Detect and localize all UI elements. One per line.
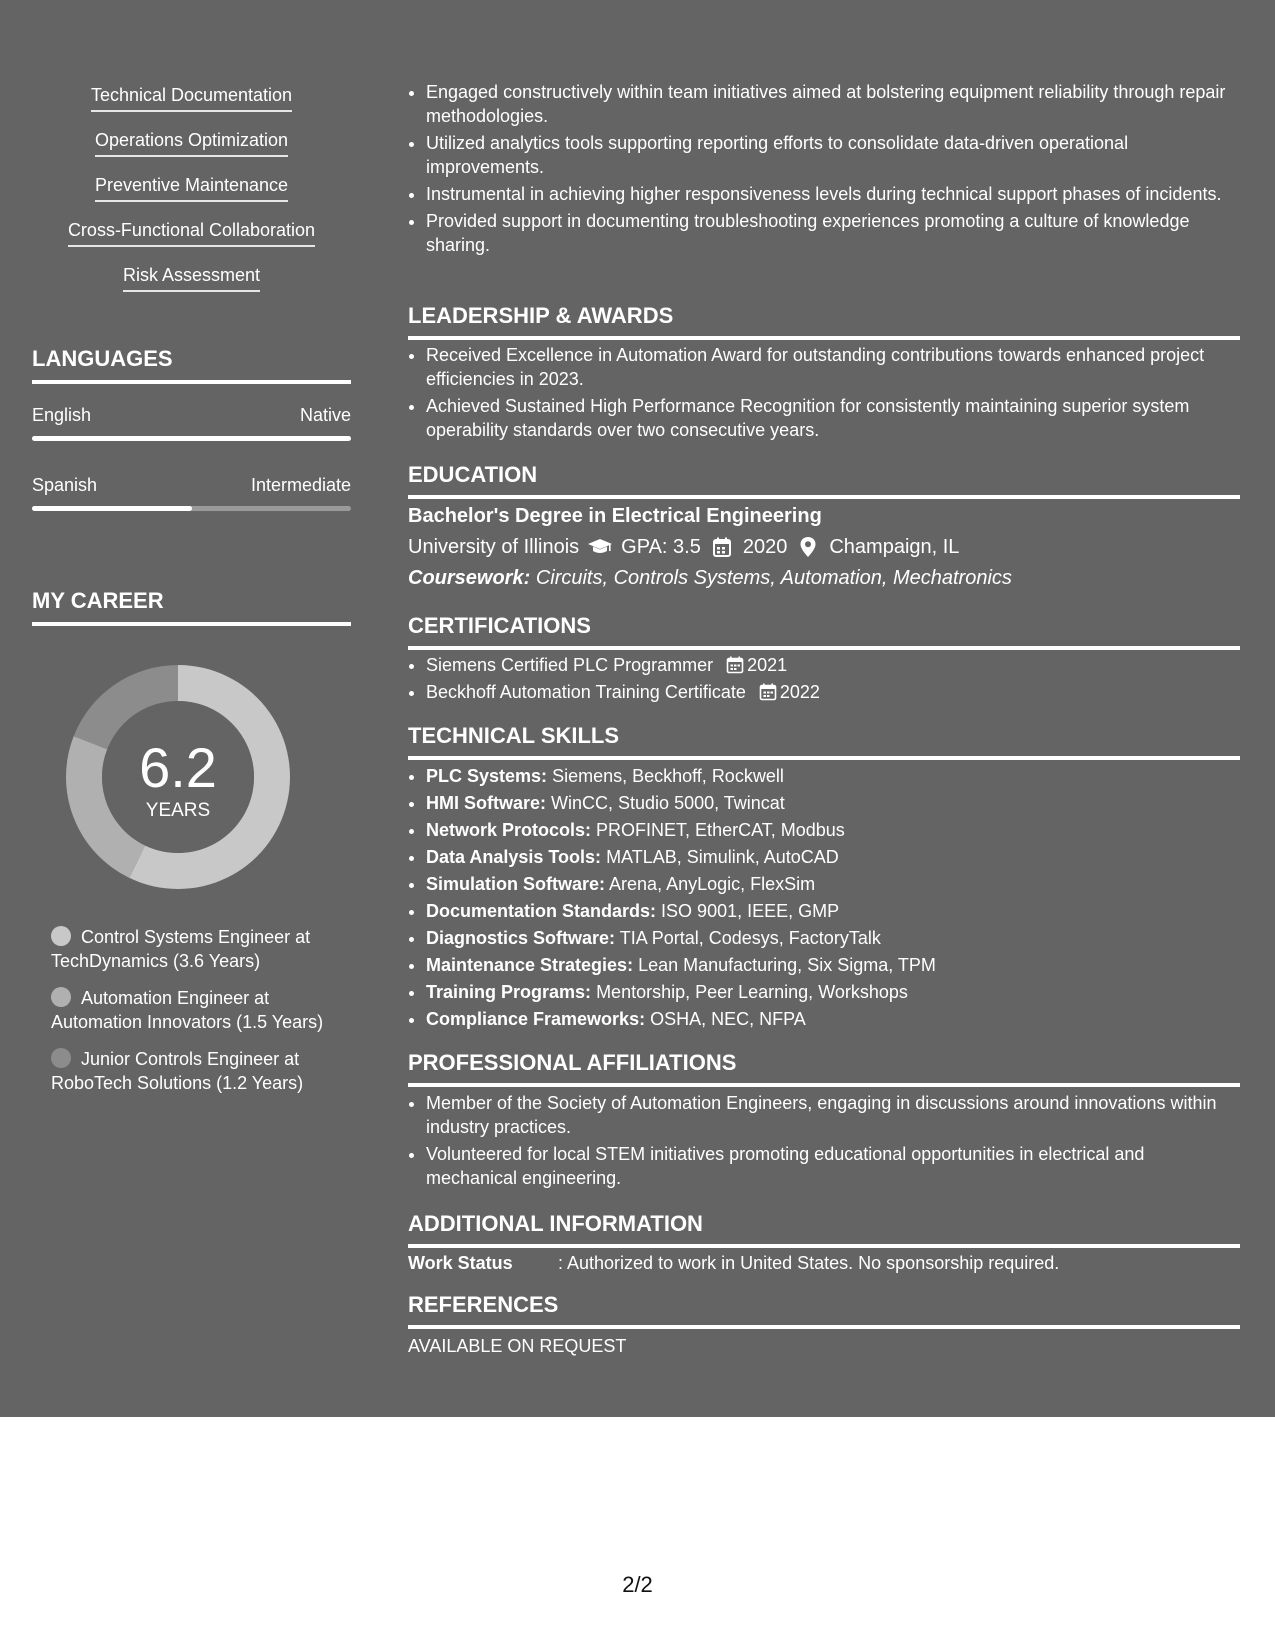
- technical-skill-item: [426, 953, 1240, 977]
- technical-skill-item: [426, 926, 1240, 950]
- career-total-value: 6.2: [139, 736, 217, 799]
- coursework: [408, 565, 1240, 591]
- experience-bullets: [408, 80, 1240, 260]
- experience-bullet: • Provided support in documenting troubleshooting experiences promoting a culture of knowledge sharing.: [426, 209, 1240, 257]
- certification-item: [426, 680, 1240, 704]
- language-level: Native: [299, 405, 351, 425]
- affiliation-item: • Volunteered for local STEM initiatives promoting educational opportunities in electrical and mechanical engineering.: [426, 1142, 1240, 1190]
- page-number: 2/2: [622, 1572, 653, 1597]
- references-heading: REFERENCES: [408, 1292, 1240, 1329]
- references-text: AVAILABLE ON REQUEST: [408, 1336, 627, 1356]
- language-name: English: [32, 405, 92, 425]
- additional-info-heading: ADDITIONAL INFORMATION: [408, 1211, 1240, 1248]
- coursework-value: Circuits, Controls Systems, Automation, Mechatronics: [535, 567, 1012, 589]
- coursework-label: Coursework:: [408, 567, 531, 589]
- career-legend-item: [51, 1047, 341, 1095]
- experience-bullet: • Instrumental in achieving higher responsiveness levels during technical support phases of incidents.: [426, 182, 1240, 206]
- language-bar-track: [32, 436, 351, 441]
- skill-category: Diagnostics Software:: [426, 928, 616, 948]
- career-legend-text: Automation Engineer at Automation Innovators (1.5 Years): [51, 988, 324, 1032]
- education-heading: EDUCATION: [408, 462, 1240, 499]
- skill-label: Preventive Maintenance: [95, 174, 288, 202]
- career-heading: MY CAREER: [32, 588, 351, 626]
- career-total-unit: YEARS: [145, 800, 211, 821]
- leadership-heading: LEADERSHIP & AWARDS: [408, 303, 1240, 340]
- technical-skill-item: [426, 980, 1240, 1004]
- skill-category: Compliance Frameworks:: [426, 1009, 646, 1029]
- skill-values: Mentorship, Peer Learning, Workshops: [596, 982, 908, 1002]
- technical-skill-item: [426, 872, 1240, 896]
- skill-values: ISO 9001, IEEE, GMP: [661, 901, 840, 921]
- work-status-label: Work Status: [408, 1253, 513, 1273]
- map-pin-icon: [795, 536, 821, 558]
- skill-values: WinCC, Studio 5000, Twincat: [551, 793, 785, 813]
- certification-year: 2021: [747, 655, 788, 675]
- technical-skill-item: [426, 899, 1240, 923]
- skill-values: Siemens, Beckhoff, Rockwell: [552, 766, 784, 786]
- certification-name: Siemens Certified PLC Programmer: [426, 655, 714, 675]
- affiliations-heading: PROFESSIONAL AFFILIATIONS: [408, 1050, 1240, 1087]
- skill-label: Operations Optimization: [95, 129, 288, 157]
- technical-skill-item: [426, 791, 1240, 815]
- technical-skill-item: [426, 764, 1240, 788]
- skill-chip: [32, 129, 351, 174]
- skill-category: Network Protocols:: [426, 820, 592, 840]
- career-donut-chart: [65, 664, 291, 890]
- skill-label: Risk Assessment: [123, 264, 260, 292]
- skill-category: Training Programs:: [426, 982, 592, 1002]
- skill-category: HMI Software:: [426, 793, 547, 813]
- career-legend-text: Junior Controls Engineer at RoboTech Solutions (1.2 Years): [51, 1049, 304, 1093]
- skills-list: [32, 84, 351, 309]
- technical-skills-heading: TECHNICAL SKILLS: [408, 723, 1240, 760]
- legend-dot-icon: [51, 1048, 71, 1068]
- skill-values: Lean Manufacturing, Six Sigma, TPM: [638, 955, 936, 975]
- language-bar-fill: [32, 506, 192, 511]
- certifications-heading: CERTIFICATIONS: [408, 613, 1240, 650]
- experience-bullet: • Utilized analytics tools supporting reporting efforts to consolidate data-driven operational improvements.: [426, 131, 1240, 179]
- affiliations-list: [408, 1091, 1240, 1193]
- skill-category: PLC Systems:: [426, 766, 548, 786]
- education-entry: [408, 503, 1240, 591]
- gpa: GPA: 3.5: [621, 536, 701, 558]
- graduation-cap-icon: [587, 536, 613, 558]
- graduation-year: 2020: [742, 536, 788, 558]
- degree-title: Bachelor's Degree in Electrical Engineering: [408, 505, 822, 527]
- calendar-icon: [709, 536, 735, 558]
- experience-bullet: • Engaged constructively within team initiatives aimed at bolstering equipment reliability through repair methodologies.: [426, 80, 1240, 128]
- technical-skill-item: [426, 845, 1240, 869]
- skill-category: Data Analysis Tools:: [426, 847, 602, 867]
- language-bar-track: [32, 506, 351, 511]
- certification-item: [426, 653, 1240, 677]
- skill-values: OSHA, NEC, NFPA: [650, 1009, 806, 1029]
- certification-year: 2022: [779, 682, 820, 702]
- skill-values: MATLAB, Simulink, AutoCAD: [606, 847, 839, 867]
- technical-skill-item: [426, 818, 1240, 842]
- career-legend-text: Control Systems Engineer at TechDynamics (3.6 Years): [51, 927, 311, 971]
- language-row: [32, 474, 351, 514]
- language-bar-fill: [32, 436, 351, 441]
- affiliation-item: • Member of the Society of Automation Engineers, engaging in discussions around innovations within industry practices.: [426, 1091, 1240, 1139]
- skill-category: Simulation Software:: [426, 874, 606, 894]
- language-level: Intermediate: [250, 475, 351, 495]
- education-meta: [408, 534, 1240, 560]
- school-name: University of Illinois: [408, 536, 580, 558]
- skill-label: Cross-Functional Collaboration: [68, 219, 315, 247]
- language-row: [32, 404, 351, 444]
- skill-chip: [32, 219, 351, 264]
- leadership-item: • Achieved Sustained High Performance Recognition for consistently maintaining superior system operability standards over two consecutive years.: [426, 394, 1240, 442]
- skill-chip: [32, 174, 351, 219]
- leadership-item: • Received Excellence in Automation Award for outstanding contributions towards enhanced project efficiencies in 2023.: [426, 343, 1240, 391]
- calendar-icon: [726, 656, 744, 674]
- skill-values: Arena, AnyLogic, FlexSim: [609, 874, 816, 894]
- calendar-icon: [759, 683, 777, 701]
- language-name: Spanish: [32, 475, 98, 495]
- work-status-value: : Authorized to work in United States. No sponsorship required.: [558, 1253, 1060, 1273]
- technical-skills-list: [408, 764, 1240, 1034]
- certification-name: Beckhoff Automation Training Certificate: [426, 682, 746, 702]
- skill-values: TIA Portal, Codesys, FactoryTalk: [619, 928, 881, 948]
- legend-dot-icon: [51, 926, 71, 946]
- skill-chip: [32, 264, 351, 309]
- skill-category: Documentation Standards:: [426, 901, 657, 921]
- career-legend-item: [51, 986, 341, 1034]
- school-location: Champaign, IL: [829, 536, 960, 558]
- career-legend: [51, 925, 341, 1108]
- work-status-row: [408, 1251, 1240, 1275]
- leadership-list: [408, 343, 1240, 445]
- technical-skill-item: [426, 1007, 1240, 1031]
- skill-values: PROFINET, EtherCAT, Modbus: [596, 820, 845, 840]
- languages-heading: LANGUAGES: [32, 346, 351, 384]
- certifications-list: [408, 653, 1240, 707]
- career-legend-item: [51, 925, 341, 973]
- skill-label: Technical Documentation: [91, 84, 292, 112]
- skill-category: Maintenance Strategies:: [426, 955, 634, 975]
- skill-chip: [32, 84, 351, 129]
- legend-dot-icon: [51, 987, 71, 1007]
